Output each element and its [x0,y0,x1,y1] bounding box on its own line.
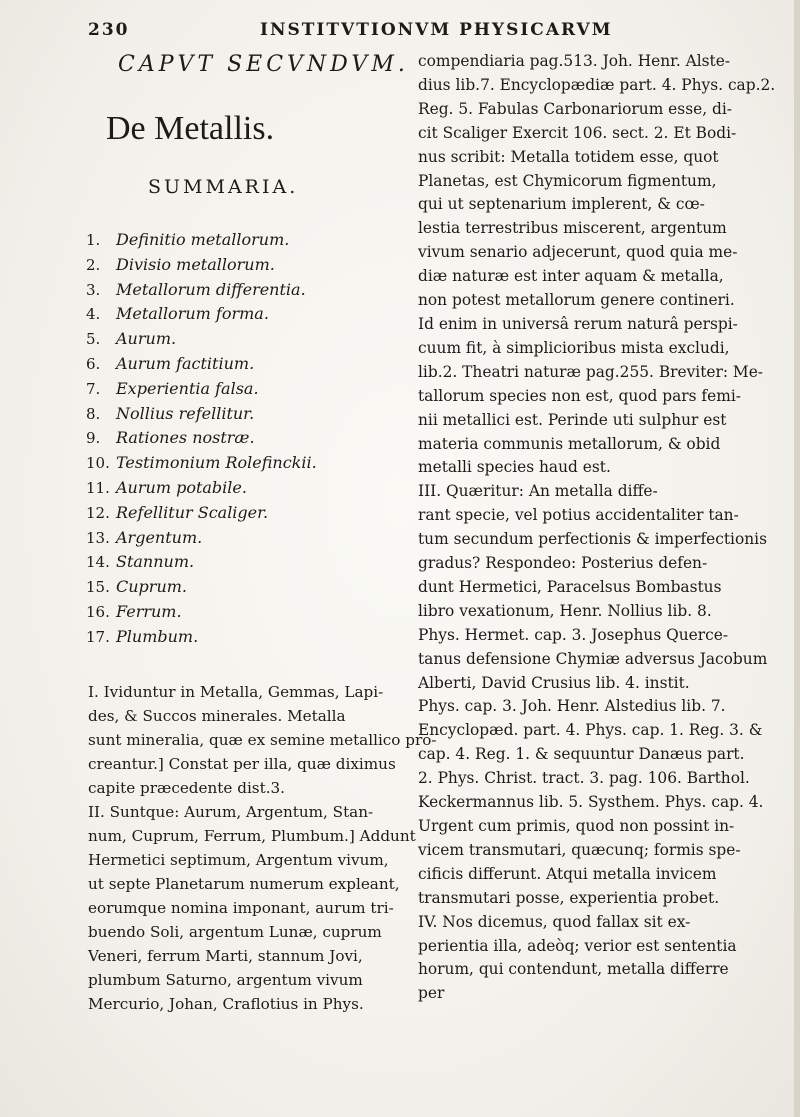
summary-item-number: 3. [86,280,101,299]
summary-item-number: 17. [86,627,110,646]
summary-item-number: 13. [86,528,110,547]
text-line: buendo Soli, argentum Lunæ, cuprum [88,923,382,941]
text-line: num, Cuprum, Ferrum, Plumbum.] Addunt [88,827,416,845]
text-line: dius lib.7. Encyclopædiæ part. 4. Phys. cap.2. [418,75,776,94]
text-line: IV. Nos dicemus, quod fallax sit ex- [418,912,691,931]
summary-item-text: Aurum potabile. [116,477,247,497]
summary-item-text: Metallorum forma. [116,304,269,324]
summary-item [86,253,406,278]
summary-item [86,327,406,352]
text-line: dunt Hermetici, Paracelsus Bombastus [418,577,722,596]
summary-item-number: 2. [86,255,101,274]
text-line: materia communis metallorum, & obid [418,434,721,453]
summary-item-number: 11. [86,478,110,497]
text-line: lestia terrestribus miscerent, argentum [418,219,727,238]
text-line: tum secundum perfectionis & imperfectionis [418,530,767,549]
text-line: III. Quæritur: An metalla diffe- [418,482,658,501]
summary-item-text: Aurum. [116,329,177,349]
summary-item-text: Testimonium Rolefinckii. [116,453,317,473]
text-line: sunt mineralia, quæ ex semine metallico pro- [88,731,437,749]
summary-item [86,451,406,476]
summary-item [86,228,406,253]
text-line: 2. Phys. Christ. tract. 3. pag. 106. Barthol. [418,769,750,788]
summary-item-text: Ferrum. [116,601,182,621]
text-line: cuum fit, à simplicioribus mista excludi, [418,338,730,357]
summary-item-text: Experientia falsa. [116,378,259,398]
chapter-heading: CAPVT SECVNDVM. [118,52,409,77]
text-line: Urgent cum primis, quod non possint in- [418,817,735,835]
summary-item-number: 10. [86,454,110,473]
text-line: Veneri, ferrum Marti, stannum Jovi, [88,947,363,965]
text-line: Alberti, David Crusius lib. 4. instit. [418,673,690,692]
text-line: Mercurio, Johan, Craflotius in Phys. [88,995,364,1013]
summary-list [86,228,406,650]
left-column-body [88,680,437,1016]
summary-item [86,501,406,526]
summary-item [86,426,406,451]
summary-item-number: 14. [86,553,110,572]
summary-item [86,625,406,650]
summary-item-number: 5. [86,330,101,349]
summary-item [86,352,406,377]
summary-item-text: Refellitur Scaliger. [116,502,269,522]
summary-heading: SUMMARIA. [148,176,299,198]
text-line: lib.2. Theatri naturæ pag.255. Breviter: Me- [418,362,764,381]
summary-item-number: 12. [86,503,110,522]
summary-item-number: 7. [86,379,101,398]
text-line: gradus? Respondeo: Posterius defen- [418,554,708,573]
summary-item-text: Metallorum differentia. [116,279,306,299]
text-line: plumbum Saturno, argentum vivum [88,971,363,989]
text-line: I. Ividuntur in Metalla, Gemmas, Lapi- [88,683,384,701]
summary-item [86,575,406,600]
text-line: cap. 4. Reg. 1. & sequuntur Danæus part. [418,745,745,764]
summary-item-text: Nollius refellitur. [116,403,255,423]
text-line: tanus defensione Chymiæ adversus Jacobum [418,649,768,668]
text-line: per [418,984,445,1003]
summary-item [86,302,406,327]
text-line: vicem transmutari, quæcunq; formis spe- [418,840,741,859]
text-line: nii metallici est. Perinde uti sulphur est [418,410,727,429]
text-line: Encyclopæd. part. 4. Phys. cap. 1. Reg. 3. & [418,721,763,740]
text-line: eorumque nomina imponant, aurum tri- [88,899,394,917]
summary-item-text: Rationes nostræ. [116,428,255,448]
summary-item [86,278,406,303]
paragraph-2 [88,800,416,1016]
summary-item [86,526,406,551]
text-line: qui ut septenarium implerent, & cœ- [418,195,705,214]
text-line: vivum senario adjecerunt, quod quia me- [418,243,738,262]
summary-item [86,377,406,402]
text-line: transmutari posse, experientia probet. [418,888,720,907]
summary-item [86,550,406,575]
text-line: rant specie, vel potius accidentaliter tan- [418,506,739,525]
text-line: Hermetici septimum, Argentum vivum, [88,851,389,869]
text-line: cificis differunt. Atqui metalla invicem [418,864,717,883]
summary-item-number: 1. [86,231,101,249]
text-line: non potest metallorum genere contineri. [418,291,735,310]
summary-item-number: 4. [86,305,101,324]
right-column-body [418,50,786,1006]
text-line: horum, qui contendunt, metalla differre [418,960,729,979]
page-edge [794,0,800,1117]
text-line: Phys. cap. 3. Joh. Henr. Alstedius lib. 7. [418,697,726,716]
paragraph-1 [88,680,437,800]
summary-item-text: Cuprum. [116,577,187,597]
summary-item-text: Divisio metallorum. [116,254,275,274]
text-line: capite præcedente dist.3. [88,779,286,797]
summary-item [86,476,406,501]
text-line: nus scribit: Metalla totidem esse, quot [418,147,719,166]
text-line: des, & Succos minerales. Metalla [88,707,346,725]
text-line: cit Scaliger Exercit 106. sect. 2. Et Bodi- [418,123,737,142]
summary-item-number: 9. [86,429,101,448]
summary-item-text: Definitio metallorum. [116,230,290,249]
text-line: metalli species haud est. [418,458,611,477]
text-line: perientia illa, adeòq; verior est sententia [418,936,737,955]
text-line: Planetas, est Chymicorum figmentum, [418,171,717,190]
text-line: compendiaria pag.513. Joh. Henr. Alste- [418,52,731,70]
running-head: INSTITVTIONVM PHYSICARVM [260,20,613,40]
text-line: Id enim in universâ rerum naturâ perspi- [418,314,738,333]
summary-item-text: Aurum factitium. [116,353,255,373]
text-line: diæ naturæ est inter aquam & metalla, [418,267,724,286]
summary-item [86,402,406,427]
text-line: Phys. Hermet. cap. 3. Josephus Querce- [418,625,729,644]
summary-item-number: 8. [86,404,101,423]
summary-item-number: 6. [86,354,101,373]
summary-item-text: Argentum. [116,527,203,547]
summary-item [86,600,406,625]
text-line: creantur.] Constat per illa, quæ diximus [88,755,396,773]
page-number: 230 [88,20,130,40]
text-line: II. Suntque: Aurum, Argentum, Stan- [88,803,374,821]
summary-item-text: Plumbum. [116,626,199,646]
summary-item-number: 16. [86,602,110,621]
summary-item-text: Stannum. [116,552,195,572]
text-line: tallorum species non est, quod pars femi- [418,386,741,405]
text-line: ut septe Planetarum numerum expleant, [88,875,400,893]
text-line: Reg. 5. Fabulas Carbonariorum esse, di- [418,99,732,118]
page-header [88,20,788,48]
text-line: Keckermannus lib. 5. Systhem. Phys. cap. 4. [418,793,764,812]
text-line: libro vexationum, Henr. Nollius lib. 8. [418,601,712,620]
section-title: De Metallis. [106,110,275,147]
summary-item-number: 15. [86,578,110,597]
